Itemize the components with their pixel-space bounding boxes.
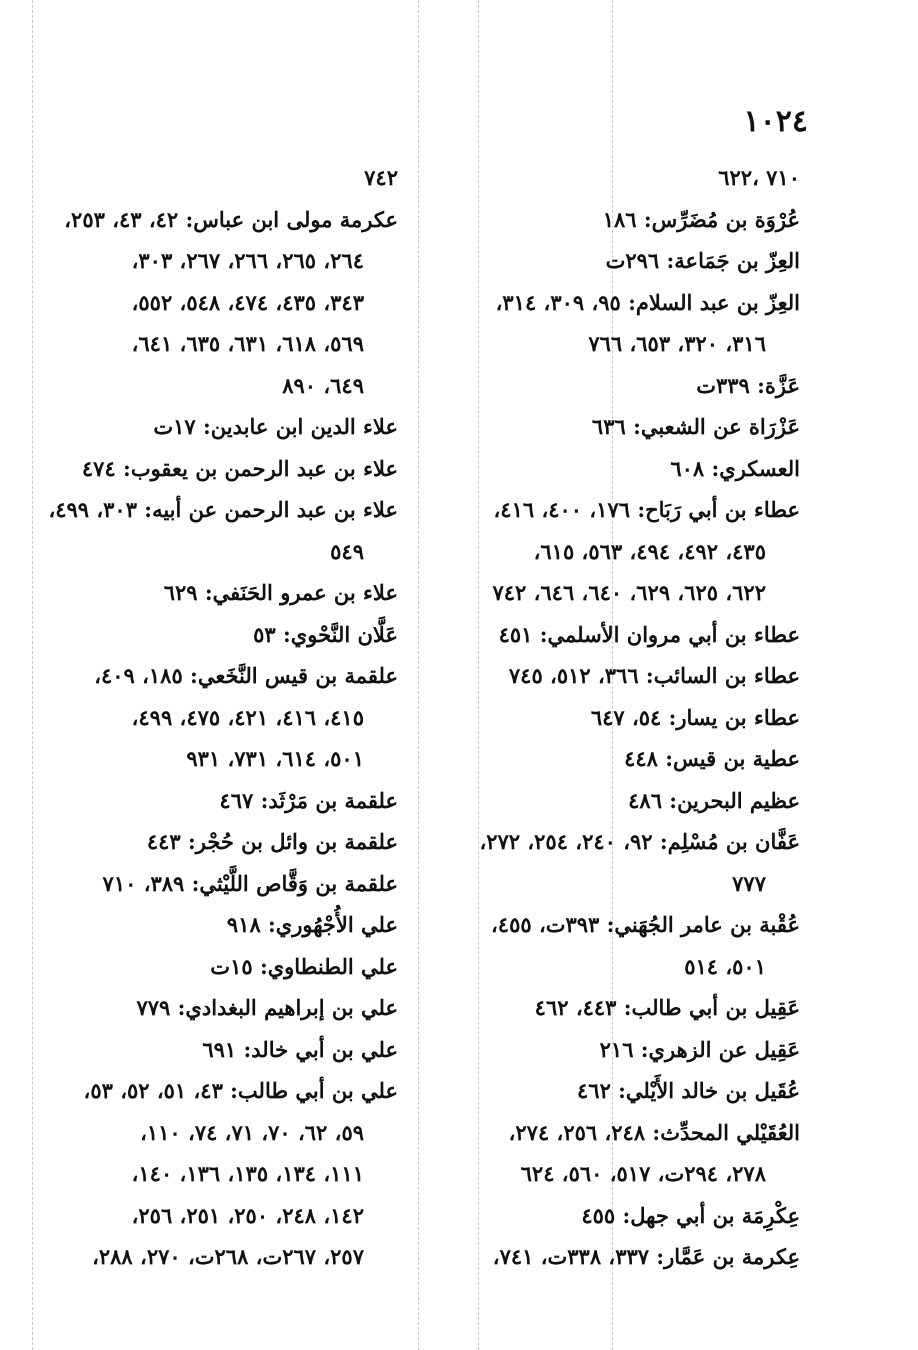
index-entry: علي بن أبي طالب: ٤٣، ٥١، ٥٢، ٥٣،	[83, 1078, 398, 1103]
index-continuation-line: ٣٤٣، ٤٣٥، ٤٧٤، ٥٤٨، ٥٥٢،	[131, 289, 364, 315]
scan-guide-line	[418, 0, 419, 1350]
index-entry: عَلَّان النَّحْوي: ٥٣	[253, 621, 398, 647]
index-continuation-line: ٥٠١، ٦١٤، ٧٣١، ٩٣١	[186, 746, 364, 771]
index-entry: علاء بن عبد الرحمن بن يعقوب: ٤٧٤	[81, 455, 398, 481]
index-entry: العِزّ بن جَمَاعة: ٢٩٦ت	[605, 248, 800, 273]
index-entry: علاء الدين ابن عابدين: ١٧ت	[153, 414, 398, 439]
index-entry: عطاء بن أبي مروان الأسلمي: ٤٥١	[498, 621, 800, 647]
index-entry: علي بن إبراهيم البغدادي: ٧٧٩	[136, 995, 398, 1020]
index-entry: عظيم البحرين: ٤٨٦	[628, 787, 800, 813]
index-entry: العِزّ بن عبد السلام: ٩٥، ٣٠٩، ٣١٤،	[495, 289, 800, 315]
index-entry: علاء بن عبد الرحمن عن أبيه: ٣٠٣، ٤٩٩،	[48, 497, 398, 522]
index-entry: عَزَّة: ٣٣٩ت	[696, 372, 800, 398]
index-entry: عطاء بن السائب: ٣٦٦، ٥١٢، ٧٤٥	[508, 663, 800, 688]
index-entry: عَقِيل عن الزهري: ٢١٦	[599, 1036, 800, 1062]
index-continuation-line: ٥٠١، ٥١٤	[684, 953, 766, 979]
index-entry: عُرْوَة بن مُضَرِّس: ١٨٦	[602, 206, 800, 232]
index-entry: عطاء بن يسار: ٥٤، ٦٤٧	[590, 704, 800, 730]
index-column-right	[440, 157, 800, 1278]
index-entry: ٧٤٢	[364, 165, 398, 190]
index-entry: علي الطنطاوي: ١٥ت	[210, 953, 398, 979]
index-entry: علقمة بن قيس النَّخَعي: ١٨٥، ٤٠٩،	[94, 663, 398, 688]
index-entry: علي بن أبي خالد: ٦٩١	[202, 1036, 398, 1062]
index-entry: عُقَيل بن خالد الأَيْلي: ٤٦٢	[577, 1078, 800, 1103]
index-continuation-line: ٥٦٩، ٦١٨، ٦٣١، ٦٣٥، ٦٤١،	[131, 331, 364, 356]
index-continuation-line: ٧٧٧	[732, 870, 766, 896]
index-entry: عُقْبة بن عامر الجُهَني: ٣٩٣ت، ٤٥٥،	[491, 912, 800, 937]
page-number: ١٠٢٤	[743, 104, 808, 139]
index-continuation-line: ٢٧٨، ٢٩٤ت، ٥١٧، ٥٦٠، ٦٢٤	[520, 1161, 766, 1186]
index-entry: علي الأُجْهُوري: ٩١٨	[226, 912, 398, 937]
index-continuation-line: ٤١٥، ٤١٦، ٤٢١، ٤٧٥، ٤٩٩،	[131, 704, 364, 730]
index-continuation-line: ٦٤٩، ٨٩٠	[282, 372, 364, 398]
index-entry: عِكرمة بن عَمَّار: ٣٣٧، ٣٣٨ت، ٧٤١،	[492, 1244, 800, 1269]
index-entry: عَزْرَاة عن الشعبي: ٦٣٦	[591, 414, 800, 439]
index-entry: عكرمة مولى ابن عباس: ٤٢، ٤٣، ٢٥٣،	[64, 206, 398, 232]
index-continuation-line: ٦٢٢، ٦٢٥، ٦٢٩، ٦٤٠، ٦٤٦، ٧٤٢	[492, 580, 766, 605]
index-continuation-line: ٥٤٩	[330, 538, 364, 564]
index-column-left	[38, 157, 398, 1278]
index-entry: العُقَيْلي المحدِّث: ٢٤٨، ٢٥٦، ٢٧٤،	[508, 1119, 800, 1145]
index-entry: عِكْرِمَة بن أبي جهل: ٤٥٥	[581, 1202, 800, 1228]
index-entry: علقمة بن وائل بن حُجْر: ٤٤٣	[146, 829, 398, 854]
index-continuation-line: ١١١، ١٣٤، ١٣٥، ١٣٦، ١٤٠،	[131, 1161, 364, 1186]
index-entry: ٧١٠ ،٦٢٢	[718, 165, 800, 190]
index-entry: العسكري: ٦٠٨	[670, 455, 800, 481]
index-entry: عَفَّان بن مُسْلِم: ٩٢، ٢٤٠، ٢٥٤، ٢٧٢،	[479, 829, 800, 854]
index-continuation-line: ١٤٢، ٢٤٨، ٢٥٠، ٢٥١، ٢٥٦،	[131, 1202, 364, 1228]
index-entry: علقمة بن وَقَّاص اللَّيْثي: ٣٨٩، ٧١٠	[102, 870, 398, 896]
index-continuation-line: ٣١٦، ٣٢٠، ٦٥٣، ٧٦٦	[588, 331, 766, 356]
index-continuation-line: ٢٥٧، ٢٦٧ت، ٢٦٨ت، ٢٧٠، ٢٨٨،	[92, 1244, 364, 1269]
index-continuation-line: ٤٣٥، ٤٩٢، ٤٩٤، ٥٦٣، ٦١٥،	[533, 538, 766, 564]
index-entry: عطية بن قيس: ٤٤٨	[624, 746, 800, 771]
index-continuation-line: ٢٦٤، ٢٦٥، ٢٦٦، ٢٦٧، ٣٠٣،	[131, 248, 364, 273]
index-continuation-line: ٥٩، ٦٢، ٧٠، ٧١، ٧٤، ١١٠،	[140, 1119, 364, 1145]
index-entry: عطاء بن أبي رَبَاح: ١٧٦، ٤٠٠، ٤١٦،	[493, 497, 800, 522]
index-entry: عَقِيل بن أبي طالب: ٤٤٣، ٤٦٢	[534, 995, 800, 1020]
scan-guide-line	[32, 0, 33, 1350]
index-entry: علاء بن عمرو الحَنَفي: ٦٢٩	[163, 580, 398, 605]
index-entry: علقمة بن مَرْثَد: ٤٦٧	[219, 787, 398, 813]
